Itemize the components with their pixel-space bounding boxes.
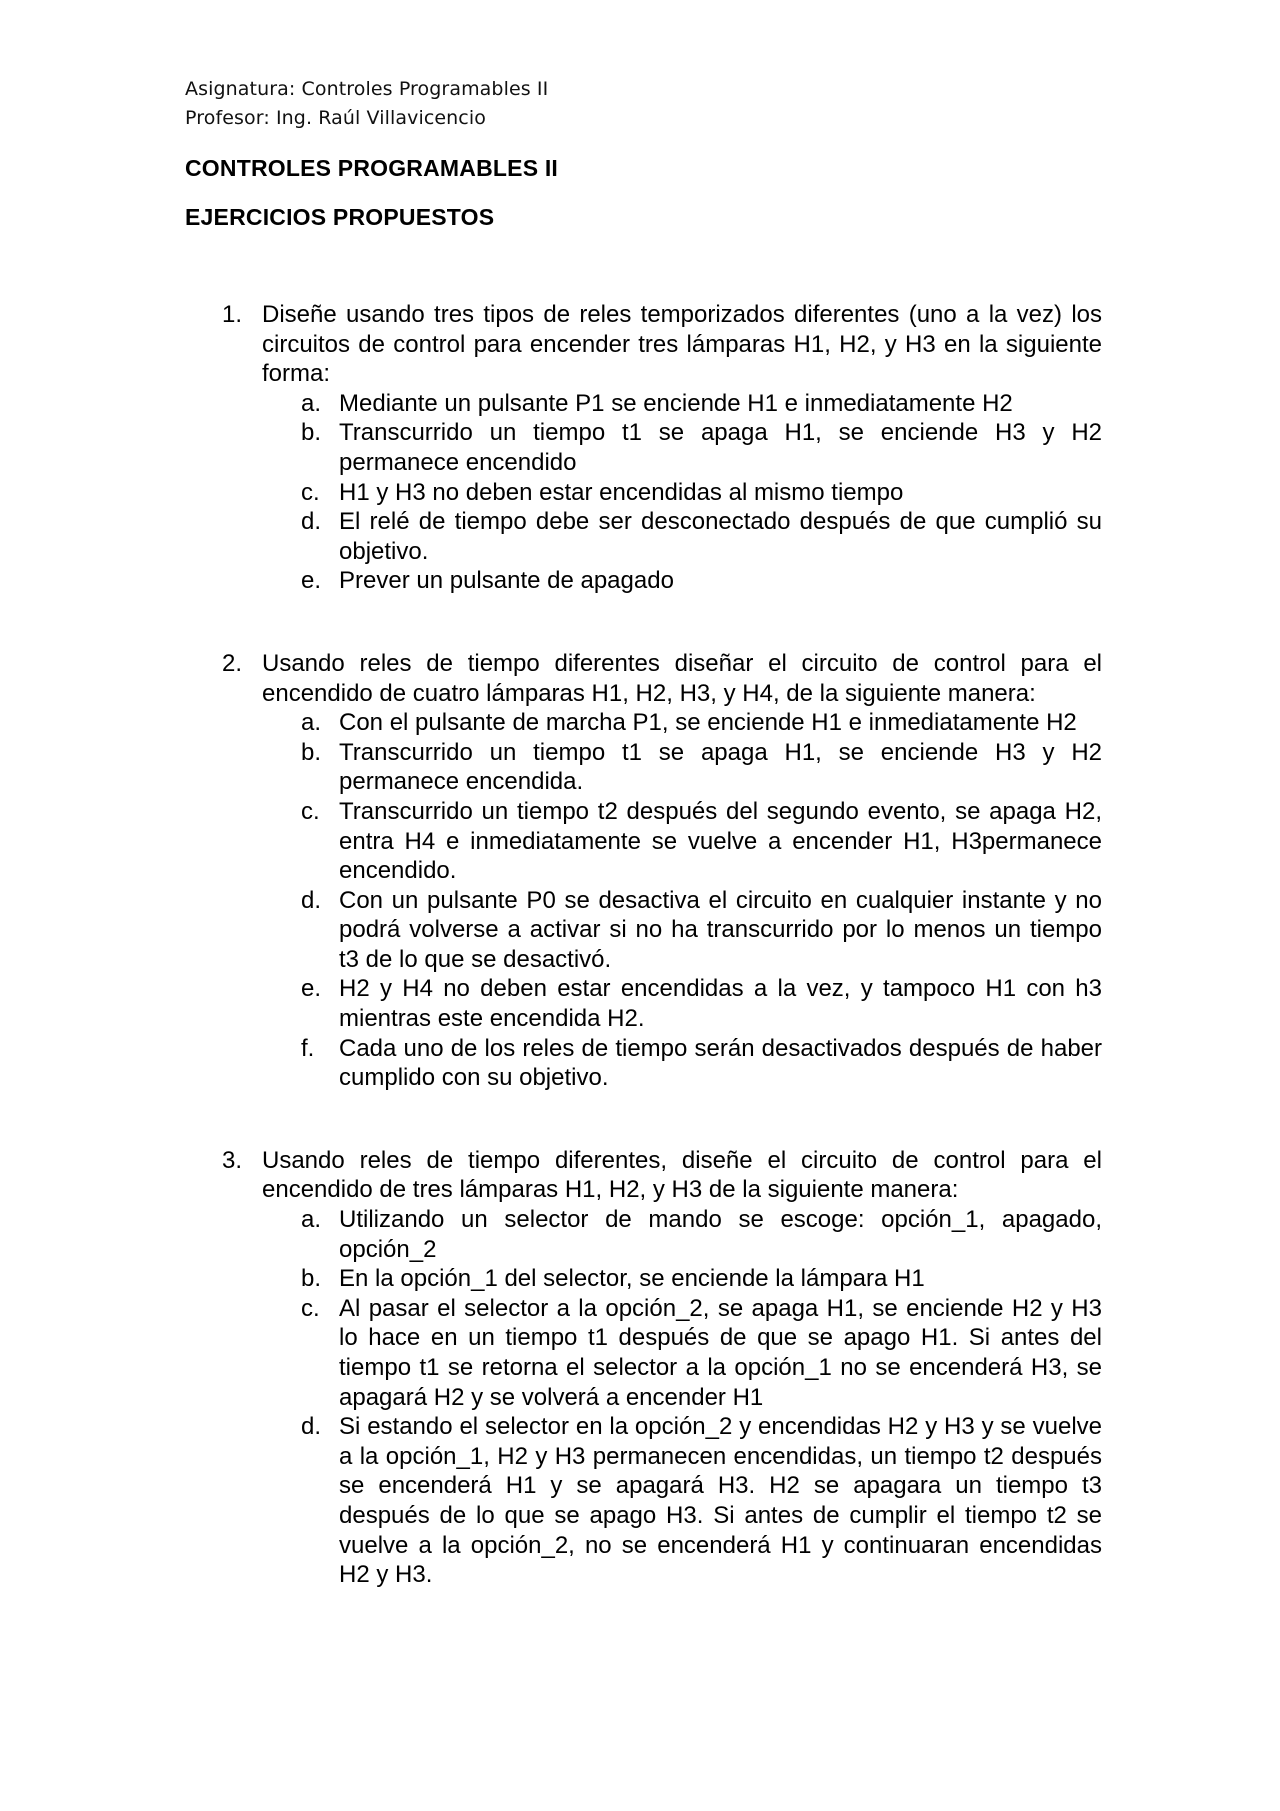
teacher-line: Profesor: Ing. Raúl Villavicencio: [185, 107, 486, 129]
item-text: Transcurrido un tiempo t1 se apaga H1, se enciende H3 y H2 permanece encendido: [339, 419, 1102, 476]
item-letter: a.: [301, 389, 322, 417]
list-item: [301, 708, 1102, 738]
exercise-number: 1.: [222, 301, 243, 328]
exercise-number: 2.: [222, 649, 243, 677]
item-letter: d.: [301, 886, 322, 914]
item-letter: c.: [301, 1294, 320, 1322]
list-item: [301, 886, 1102, 975]
exercise-2: [222, 649, 1102, 1093]
list-item: [301, 566, 1102, 596]
subject-line: Asignatura: Controles Programables II: [185, 78, 549, 100]
item-text: Si estando el selector en la opción_2 y encendidas H2 y H3 y se vuelve a la opción_1, H2 y H3 permanecen encendidas, un tiempo t2 después se encenderá H1 y se apagará H3. H2 se apagara un tiempo t3 después de lo que se apago H3. Si antes de cumplir el tiempo t2 se vuelve a la opción_2, no se encenderá H1 y continuaran encendidas H2 y H3.: [339, 1413, 1102, 1589]
item-letter: b.: [301, 1265, 322, 1293]
list-item: [301, 478, 1102, 508]
item-text: H2 y H4 no deben estar encendidas a la vez, y tampoco H1 con h3 mientras este encendida H2.: [339, 975, 1102, 1033]
item-letter: c.: [301, 478, 320, 506]
list-item: [301, 1264, 1102, 1294]
item-letter: a.: [301, 1206, 322, 1234]
item-letter: f.: [301, 1034, 315, 1062]
item-text: Utilizando un selector de mando se escoge: opción_1, apagado, opción_2: [339, 1206, 1102, 1263]
exercise-number: 3.: [222, 1146, 243, 1174]
list-item: [301, 974, 1102, 1033]
list-item: [301, 738, 1102, 797]
document-subtitle: EJERCICIOS PROPUESTOS: [185, 204, 495, 230]
list-item: [301, 507, 1102, 566]
item-text: El relé de tiempo debe ser desconectado después de que cumplió su objetivo.: [339, 508, 1102, 565]
exercise-3: [222, 1146, 1102, 1590]
exercise-items: [262, 708, 1102, 1093]
item-text: Con el pulsante de marcha P1, se enciende H1 e inmediatamente H2: [339, 709, 1077, 737]
exercise-statement: Diseñe usando tres tipos de reles temporizados diferentes (uno a la vez) los circuitos de control para encender tres lámparas H1, H2, y H3 en la siguiente forma:: [262, 301, 1102, 388]
exercise-statement: Usando reles de tiempo diferentes diseñar el circuito de control para el encendido de cuatro lámparas H1, H2, H3, y H4, de la siguiente manera:: [262, 649, 1102, 707]
item-text: Transcurrido un tiempo t1 se apaga H1, se enciende H3 y H2 permanece encendida.: [339, 738, 1102, 796]
item-letter: e.: [301, 975, 322, 1003]
item-letter: b.: [301, 738, 322, 766]
list-item: [301, 1034, 1102, 1093]
item-text: Cada uno de los reles de tiempo serán desactivados después de haber cumplido con su objetivo.: [339, 1034, 1102, 1092]
item-text: Mediante un pulsante P1 se enciende H1 e inmediatamente H2: [339, 389, 1013, 417]
list-item: [301, 797, 1102, 886]
document-title: CONTROLES PROGRAMABLES II: [185, 155, 559, 181]
exercise-items: [262, 389, 1102, 596]
item-letter: d.: [301, 1413, 322, 1441]
item-letter: b.: [301, 419, 322, 447]
exercise-statement: Usando reles de tiempo diferentes, diseñe el circuito de control para el encendido de tres lámparas H1, H2, y H3 de la siguiente manera:: [262, 1146, 1102, 1204]
list-item: [301, 1294, 1102, 1412]
exercise-items: [262, 1205, 1102, 1590]
list-item: [301, 418, 1102, 477]
item-text: Prever un pulsante de apagado: [339, 567, 674, 595]
list-item: [301, 1412, 1102, 1590]
item-letter: d.: [301, 508, 322, 536]
item-text: Con un pulsante P0 se desactiva el circuito en cualquier instante y no podrá volverse a activar si no ha transcurrido por lo menos un tiempo t3 de lo que se desactivó.: [339, 886, 1102, 973]
exercise-list: [222, 300, 1102, 1643]
item-letter: a.: [301, 709, 322, 737]
exercise-1: [222, 300, 1102, 596]
list-item: [301, 389, 1102, 419]
item-letter: c.: [301, 797, 320, 825]
item-text: H1 y H3 no deben estar encendidas al mismo tiempo: [339, 478, 904, 506]
item-text: Transcurrido un tiempo t2 después del segundo evento, se apaga H2, entra H4 e inmediatamente se vuelve a encender H1, H3permanece encendido.: [339, 797, 1102, 885]
item-text: Al pasar el selector a la opción_2, se apaga H1, se enciende H2 y H3 lo hace en un tiempo t1 después de que se apago H1. Si antes del tiempo t1 se retorna el selector a la opción_1 no se encenderá H3, se apagará H2 y se volverá a encender H1: [339, 1294, 1102, 1411]
list-item: [301, 1205, 1102, 1264]
item-text: En la opción_1 del selector, se enciende la lámpara H1: [339, 1265, 925, 1293]
item-letter: e.: [301, 567, 322, 595]
